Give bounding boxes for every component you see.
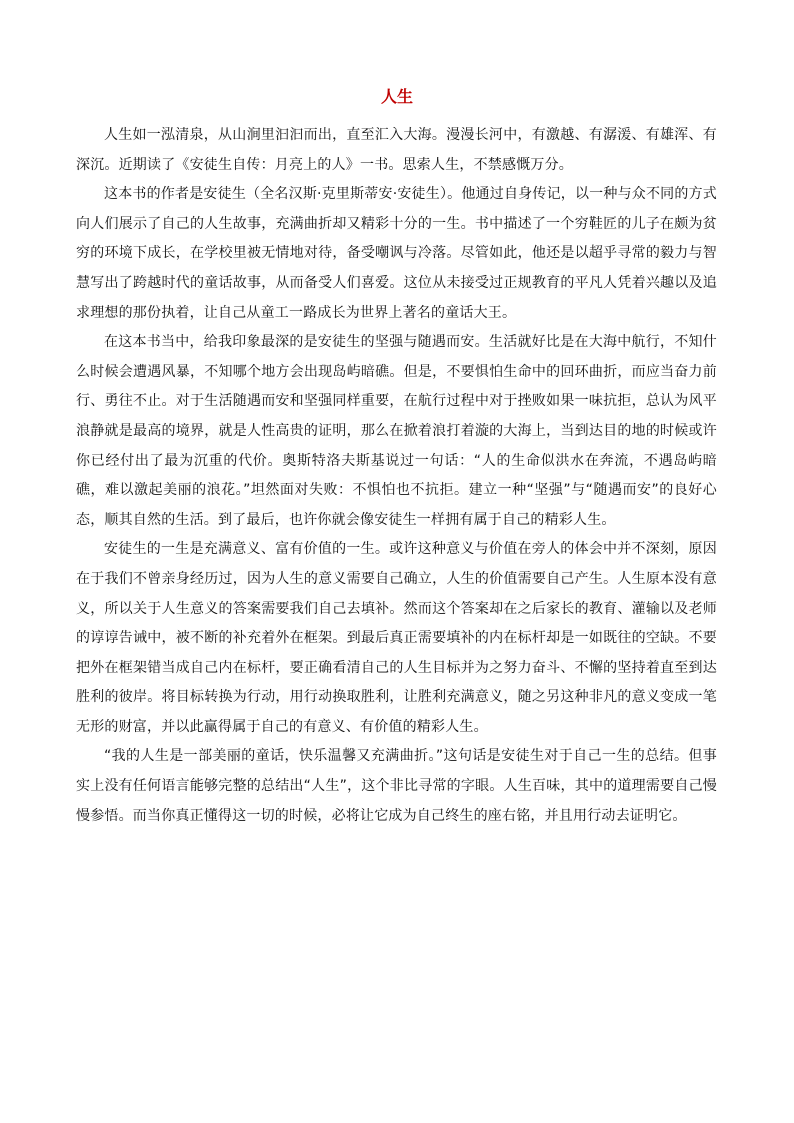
page-title: 人生 xyxy=(380,87,413,106)
article-body xyxy=(76,121,717,831)
paragraph-2: 这本书的作者是安徒生（全名汉斯·克里斯蒂安·安徒生）。他通过自身传记，以一种与众不同的方式向人们展示了自己的人生故事，充满曲折却又精彩十分的一生。书中描述了一个穷鞋匠的儿子在颇为贫穷的环境下成长，在学校里被无情地对待，备受嘲讽与冷落。尽管如此，他还是以超乎寻常的毅力与智慧写出了跨越时代的童话故事，从而备受人们喜爱。这位从未接受过正规教育的平凡人凭着兴趣以及追求理想的那份执着，让自己从童工一路成长为世界上著名的童话大王。 xyxy=(76,186,717,321)
paragraph-5: “我的人生是一部美丽的童话，快乐温馨又充满曲折。”这句话是安徒生对于自己一生的总结。但事实上没有任何语言能够完整的总结出“人生”，这个非比寻常的字眼。人生百味，其中的道理需要自己慢慢参悟。而当你真正懂得这一切的时候，必将让它成为自己终生的座右铭，并且用行动去证明它。 xyxy=(76,748,717,824)
paragraph-1: 人生如一泓清泉，从山涧里汩汩而出，直至汇入大海。漫漫长河中，有激越、有潺湲、有雄浑、有深沉。近期读了《安徒生自传：月亮上的人》一书。思索人生，不禁感慨万分。 xyxy=(76,127,717,173)
paragraph-4: 安徒生的一生是充满意义、富有价值的一生。或许这种意义与价值在旁人的体会中并不深刻，原因在于我们不曾亲身经历过，因为人生的意义需要自己确立，人生的价值需要自己产生。人生原本没有意义，所以关于人生意义的答案需要我们自己去填补。然而这个答案却在之后家长的教育、灌输以及老师的谆谆告诫中，被不断的补充着外在框架。到最后真正需要填补的内在标杆却是一如既往的空缺。不要把外在框架错当成自己内在标杆，要正确看清自己的人生目标并为之努力奋斗、不懈的坚持着直至到达胜利的彼岸。将目标转换为行动，用行动换取胜利，让胜利充满意义，随之另这种非凡的意义变成一笔无形的财富，并以此赢得属于自己的有意义、有价值的精彩人生。 xyxy=(76,541,717,735)
paragraph-3: 在这本书当中，给我印象最深的是安徒生的坚强与随遇而安。生活就好比是在大海中航行，不知什么时候会遭遇风暴，不知哪个地方会出现岛屿暗礁。但是，不要惧怕生命中的回环曲折，而应当奋力前行、勇往不止。对于生活随遇而安和坚强同样重要，在航行过程中对于挫败如果一味抗拒，总认为风平浪静就是最高的境界，就是人性高贵的证明，那么在掀着浪打着漩的大海上，当到达目的地的时候或许你已经付出了最为沉重的代价。奥斯特洛夫斯基说过一句话：“人的生命似洪水在奔流，不遇岛屿暗礁，难以激起美丽的浪花。”坦然面对失败：不惧怕也不抗拒。建立一种“坚强”与“随遇而安”的良好心态，顺其自然的生活。到了最后，也许你就会像安徒生一样拥有属于自己的精彩人生。 xyxy=(76,334,717,528)
